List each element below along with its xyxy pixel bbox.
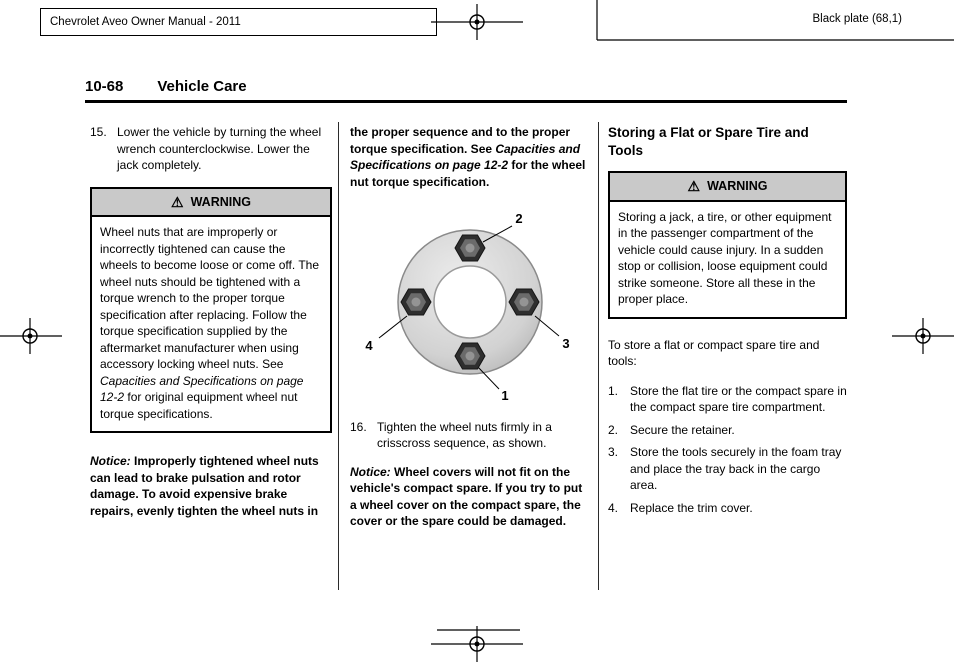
list-text: Store the flat tire or the compact spare in the compact spare tire compartment. xyxy=(630,383,847,414)
wheel-nut-diagram xyxy=(355,204,585,409)
registration-mark-icon xyxy=(431,4,523,40)
notice-label: Notice: xyxy=(90,454,131,468)
column-1 xyxy=(90,124,332,519)
notice-text: Improperly tightened wheel nuts can lead to brake pulsation and rotor damage. To avoid expensive brake repairs, evenly tighten the wheel nuts in xyxy=(90,454,319,518)
warning-text xyxy=(92,217,330,431)
list-number: 1. xyxy=(608,383,619,398)
warning-box xyxy=(90,187,332,434)
list-item xyxy=(608,422,847,439)
list-item xyxy=(608,500,847,517)
notice-text: Wheel covers will not fit on the vehicle's compact spare. If you try to put a wheel cover on the compact spare, the cover or the spare could be damaged. xyxy=(350,464,583,528)
header-rule xyxy=(85,100,847,103)
warning-label: WARNING xyxy=(190,194,251,209)
page-title xyxy=(85,78,247,95)
list-number: 3. xyxy=(608,445,619,459)
step-text: Lower the vehicle by turning the wheel wrench counterclockwise. Lower the jack completely. xyxy=(117,125,322,172)
warning-triangle-icon: ⚠ xyxy=(687,178,701,195)
step-item-16 xyxy=(350,419,590,452)
step-number: 15. xyxy=(90,125,107,139)
column-3 xyxy=(608,124,847,522)
column-divider xyxy=(338,122,339,590)
notice-continuation xyxy=(350,124,590,190)
intro-text: To store a flat or compact spare tire and tools: xyxy=(608,337,820,368)
hub-center-hole xyxy=(434,266,506,338)
sequence-label: 1 xyxy=(501,388,509,403)
sequence-label: 4 xyxy=(365,338,373,353)
list-number: 4. xyxy=(608,500,619,515)
registration-mark-icon xyxy=(0,318,62,354)
continuation-end: for the wheel nut torque specification. xyxy=(350,158,586,189)
plate-title-box xyxy=(40,8,437,36)
list-text: Replace the trim cover. xyxy=(630,500,753,515)
notice-paragraph xyxy=(90,453,332,519)
cross-reference: Capacities and Specifications on page 12-2 xyxy=(100,373,304,404)
section-title: Vehicle Care xyxy=(157,78,247,95)
warning-triangle-icon: ⚠ xyxy=(171,193,184,210)
section-subheading: Storing a Flat or Spare Tire and Tools xyxy=(608,125,809,158)
storage-steps-list xyxy=(608,383,847,517)
notice-label: Notice: xyxy=(350,464,391,479)
step-text: Tighten the wheel nuts firmly in a crisscross sequence, as shown. xyxy=(377,419,552,450)
warning-header xyxy=(92,189,330,218)
list-item xyxy=(608,383,847,416)
registration-mark-icon xyxy=(892,318,954,354)
sequence-label: 3 xyxy=(562,336,570,351)
list-text: Secure the retainer. xyxy=(630,422,735,437)
plate-note: Black plate (68,1) xyxy=(812,13,902,25)
warning-text: Storing a jack, a tire, or other equipment in the passenger compartment of the vehicle could cause injury. In a sudden stop or collision, loose equipment could strike someone. Store all these in the proper place. xyxy=(618,209,832,306)
warning-body-end: for original equipment wheel nut torque specifications. xyxy=(100,390,298,421)
list-number: 2. xyxy=(608,422,619,437)
column-2 xyxy=(350,124,590,530)
column-divider xyxy=(598,122,599,590)
warning-box xyxy=(608,171,847,319)
cross-reference: Capacities and Specifications on page 12-2 xyxy=(350,141,581,172)
step-item-15 xyxy=(90,124,332,174)
section-number: 10-68 xyxy=(85,78,124,95)
warning-label: WARNING xyxy=(707,179,768,193)
notice-paragraph xyxy=(350,464,590,530)
plate-title: Chevrolet Aveo Owner Manual - 2011 xyxy=(50,16,241,28)
warning-body-start: Wheel nuts that are improperly or incorrectly tightened can cause the wheels to become loose or come off. The wheel nuts should be tightened with a torque wrench to the proper torque specification after replacing. Follow the torque specification supplied by the aftermarket manufacturer when using accessory locking wheel nuts. See xyxy=(100,225,320,371)
continuation-start: the proper sequence and to the proper torque specification. See xyxy=(350,125,571,156)
step-number: 16. xyxy=(350,419,367,434)
list-item xyxy=(608,444,847,494)
warning-header xyxy=(610,173,845,202)
registration-mark-icon xyxy=(431,626,523,662)
sequence-label: 2 xyxy=(515,211,523,226)
list-text: Store the tools securely in the foam tray and place the tray back in the cargo area. xyxy=(630,445,842,492)
